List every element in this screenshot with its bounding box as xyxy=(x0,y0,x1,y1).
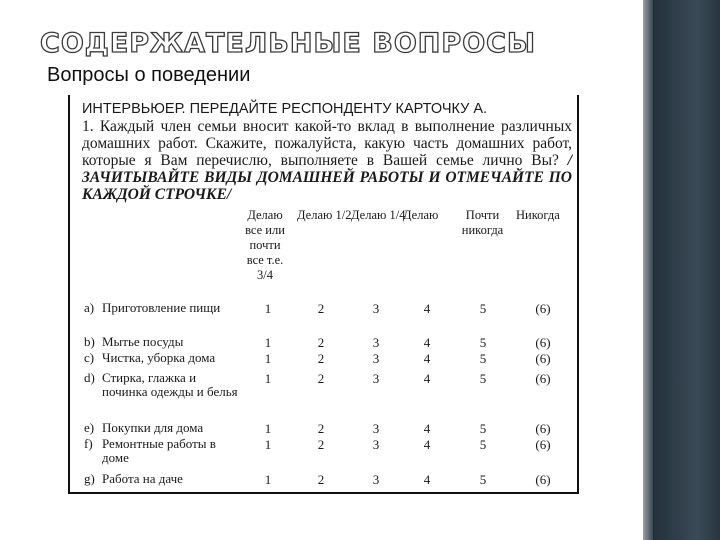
answer-code: 5 xyxy=(479,335,487,350)
column-header: Делаю xyxy=(403,208,439,222)
answer-code: 4 xyxy=(423,335,431,350)
row-text: Приготовление пищи xyxy=(102,300,221,315)
question-instructions xyxy=(82,101,572,203)
row-label xyxy=(84,351,244,365)
row-label xyxy=(84,421,244,435)
row-text: Покупки для дома xyxy=(102,420,204,435)
questionnaire-card xyxy=(68,95,579,494)
answer-code: 4 xyxy=(423,472,431,487)
answer-code: 1 xyxy=(264,421,272,436)
row-label xyxy=(84,371,244,399)
answer-code: 2 xyxy=(317,301,325,316)
column-header: Никогда xyxy=(516,208,560,222)
answer-code: 2 xyxy=(317,351,325,366)
column-header: Делаю все или почти все т.е. 3/4 xyxy=(245,208,285,282)
answer-code: 5 xyxy=(479,437,487,452)
answer-code: 1 xyxy=(264,472,272,487)
answer-code: 2 xyxy=(317,371,325,386)
answer-code: 4 xyxy=(423,351,431,366)
row-letter: b) xyxy=(84,334,95,349)
answer-code: 5 xyxy=(479,421,487,436)
row-letter: c) xyxy=(84,350,95,365)
answer-code: 1 xyxy=(264,371,272,386)
answer-code: 1 xyxy=(264,351,272,366)
row-text: Мытье посуды xyxy=(102,334,184,349)
row-letter: g) xyxy=(84,471,95,486)
column-header: Делаю 1/2 xyxy=(297,208,352,222)
row-letter: f) xyxy=(84,436,93,451)
answer-code: (6) xyxy=(535,335,551,350)
interviewer-instruction: ИНТЕРВЬЮЕР. ПЕРЕДАЙТЕ РЕСПОНДЕНТУ КАРТОЧКУ А. xyxy=(82,101,488,117)
answer-code: 3 xyxy=(372,437,380,452)
answer-code: 4 xyxy=(423,301,431,316)
row-letter: d) xyxy=(84,370,95,385)
answer-code: 5 xyxy=(479,351,487,366)
answer-code: 3 xyxy=(372,335,380,350)
answer-code: 2 xyxy=(317,472,325,487)
answer-code: 1 xyxy=(264,437,272,452)
column-header: Делаю 1/4 xyxy=(351,208,406,222)
reading-instruction: /ЗАЧИТЫВАЙТЕ ВИДЫ ДОМАШНЕЙ РАБОТЫ И ОТМЕЧАЙТЕ ПО КАЖДОЙ СТРОЧКЕ/ xyxy=(82,152,572,203)
slide-title: СОДЕРЖАТЕЛЬНЫЕ ВОПРОСЫ xyxy=(40,28,536,59)
answer-code: 4 xyxy=(423,437,431,452)
answer-code: 2 xyxy=(317,335,325,350)
answer-code: 5 xyxy=(479,301,487,316)
row-text: Чистка, уборка дома xyxy=(102,350,216,365)
answer-code: 4 xyxy=(423,421,431,436)
row-text: Ремонтные работы в доме xyxy=(102,436,216,465)
answer-code: (6) xyxy=(535,301,551,316)
answer-code: 5 xyxy=(479,371,487,386)
decorative-side-panel xyxy=(643,0,720,540)
answer-code: (6) xyxy=(535,421,551,436)
answer-code: 4 xyxy=(423,371,431,386)
row-label xyxy=(84,437,244,465)
answer-code: 3 xyxy=(372,421,380,436)
answer-code: 1 xyxy=(264,301,272,316)
row-label xyxy=(84,301,244,315)
row-text: Стирка, глажка и починка одежды и белья xyxy=(102,370,238,399)
answer-code: 2 xyxy=(317,421,325,436)
row-label xyxy=(84,472,244,486)
answer-code: 5 xyxy=(479,472,487,487)
answer-code: 2 xyxy=(317,437,325,452)
row-letter: a) xyxy=(84,300,95,315)
answer-code: 1 xyxy=(264,335,272,350)
column-header: Почти никогда xyxy=(461,208,504,237)
answer-code: 3 xyxy=(372,351,380,366)
row-letter: e) xyxy=(84,420,95,435)
row-text: Работа на даче xyxy=(102,471,183,486)
answer-code: 3 xyxy=(372,472,380,487)
row-label xyxy=(84,335,244,349)
question-text: 1. Каждый член семьи вносит какой-то вклад в выполнение различных домашних работ. Скажите, пожалуйста, какую часть домашних работ, которые я Вам перечислю, выполняете в Вашей семье лично Вы? xyxy=(82,118,572,169)
slide-subtitle: Вопросы о поведении xyxy=(47,64,251,86)
answer-code: 3 xyxy=(372,371,380,386)
answer-code: (6) xyxy=(535,472,551,487)
answer-code: 3 xyxy=(372,301,380,316)
answer-code: (6) xyxy=(535,371,551,386)
answer-code: (6) xyxy=(535,437,551,452)
answer-code: (6) xyxy=(535,351,551,366)
